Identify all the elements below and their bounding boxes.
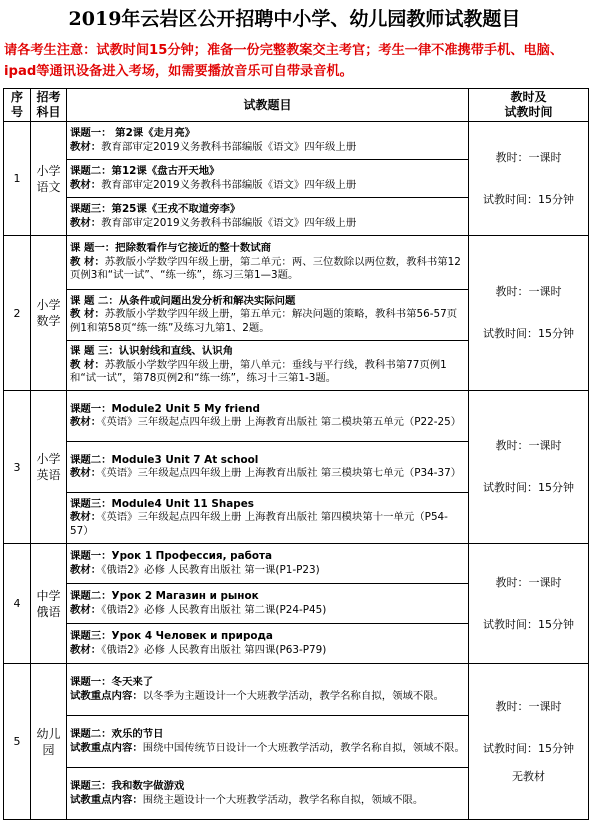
row-subject: 中学俄语 [31,544,67,664]
topic-cell: 课题三：Module4 Unit 11 Shapes 教材：《英语》三年级起点四年级上册 上海教育出版社 第四模块第十一单元（P54-57） [67,493,469,544]
time-cell: 教时：一课时 试教时间：15分钟 [469,236,589,391]
table-row [4,544,589,584]
header-time: 教时及 试教时间 [469,89,589,122]
header-row [4,89,589,122]
row-number: 4 [4,544,31,664]
row-number: 1 [4,122,31,236]
topic-cell: 课题三：我和数字做游戏 试教重点内容：围绕主题设计一个大班教学活动，教学名称自拟，领域不限。 [67,768,469,820]
topic-cell: 课题二：Module3 Unit 7 At school 教材：《英语》三年级起点四年级上册 上海教育出版社 第三模块第七单元（P34-37） [67,442,469,493]
topic-cell: 课题一：冬天来了 试教重点内容：以冬季为主题设计一个大班教学活动，教学名称自拟，领域不限。 [67,664,469,716]
time-cell: 教时：一课时 试教时间：15分钟 [469,544,589,664]
page-title: 2019年云岩区公开招聘中小学、幼儿园教师试教题目 [68,8,521,30]
time-cell: 教时：一课时 试教时间：15分钟 无教材 [469,664,589,820]
topic-cell: 课题一：Module2 Unit 5 My friend 教材：《英语》三年级起点四年级上册 上海教育出版社 第二模块第五单元（P22-25） [67,391,469,442]
topic-cell: 课 题 二：从条件或问题出发分析和解决实际问题 教 材：苏教版小学数学四年级上册，第五单元：解决问题的策略，教科书第56-57页例1和第58页“练一练”及练习九第1、2题。 [67,290,469,341]
topic-cell: 课题三：第25课《王戎不取道旁李》 教材：教育部审定2019义务教科书部编版《语文》四年级上册 [67,198,469,236]
header-subject: 招考 科目 [31,89,67,122]
topic-cell: 课题二：欢乐的节日 试教重点内容：围绕中国传统节日设计一个大班教学活动，教学名称自拟，领域不限。 [67,716,469,768]
table-row [4,391,589,442]
time-cell: 教时：一课时 试教时间：15分钟 [469,122,589,236]
topic-cell: 课题一： 第2课《走月亮》 教材：教育部审定2019义务教科书部编版《语文》四年级上册 [67,122,469,160]
notice-text: 请各考生注意：试教时间15分钟；准备一份完整教案交主考官；考生一律不准携带手机、电脑、ipad等通讯设备进入考场，如需要播放音乐可自带录音机。 [4,43,564,79]
row-number: 2 [4,236,31,391]
time-cell: 教时：一课时 试教时间：15分钟 [469,391,589,544]
topic-cell: 课题一：Урок 1 Профессия, работа 教材：《俄语2》必修 人民教育出版社 第一课(P1-P23) [67,544,469,584]
row-number: 3 [4,391,31,544]
row-subject: 幼儿园 [31,664,67,820]
row-subject: 小学数学 [31,236,67,391]
header-num: 序 号 [4,89,31,122]
table-row [4,236,589,290]
topic-cell: 课题二：第12课《盘古开天地》 教材：教育部审定2019义务教科书部编版《语文》四年级上册 [67,160,469,198]
topic-cell: 课 题 三：认识射线和直线、认识角 教 材：苏教版小学数学四年级上册，第八单元：垂线与平行线，教科书第77页例1和“试一试”，第78页例2和“练一练”，练习十三第1-3题。 [67,341,469,391]
table-row [4,122,589,160]
topic-cell: 课题三：Урок 4 Человек и природа 教材：《俄语2》必修 人民教育出版社 第四课(P63-P79) [67,624,469,664]
table-row [4,664,589,716]
row-subject: 小学语文 [31,122,67,236]
topic-cell: 课 题一：把除数看作与它接近的整十数试商 教 材：苏教版小学数学四年级上册，第二单元：两、三位数除以两位数，教科书第12页例3和“试一试”、“练一练”，练习三第1—3题。 [67,236,469,290]
row-subject: 小学英语 [31,391,67,544]
topic-cell: 课题二：Урок 2 Магазин и рынок 教材：《俄语2》必修 人民教育出版社 第二课(P24-P45) [67,584,469,624]
row-number: 5 [4,664,31,820]
header-topic: 试教题目 [67,89,469,122]
exam-table [3,88,589,820]
